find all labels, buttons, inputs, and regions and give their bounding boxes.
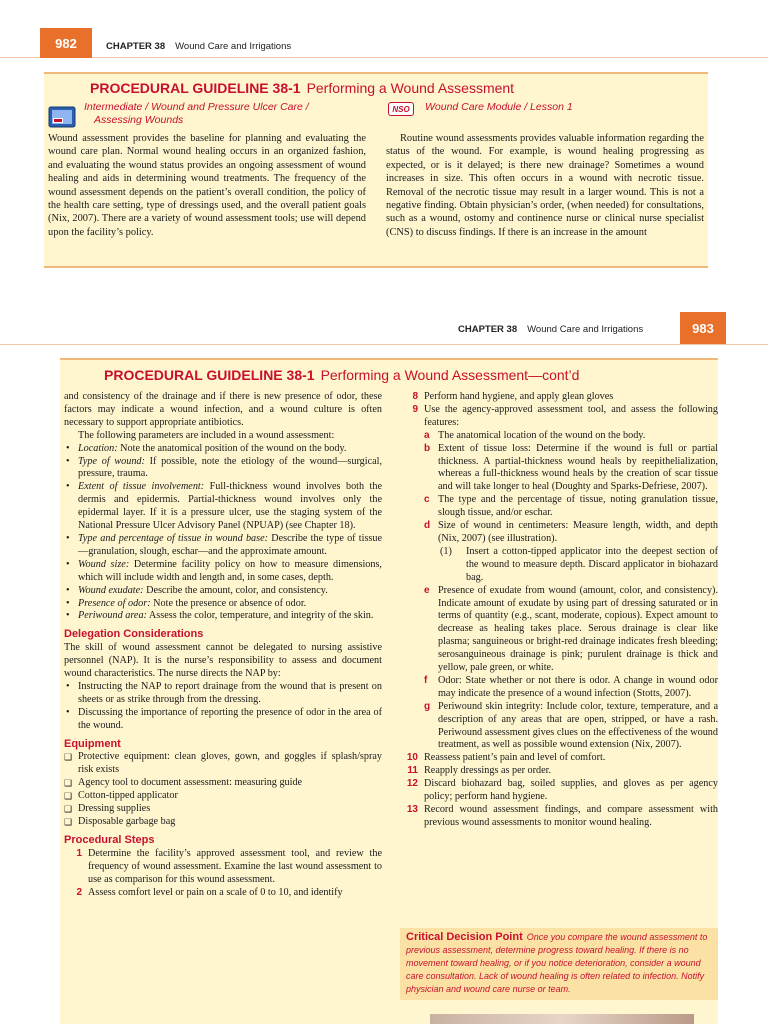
delegation-heading: Delegation Considerations bbox=[64, 628, 204, 641]
cdp-label: Critical Decision Point bbox=[406, 931, 523, 943]
critical-decision-point bbox=[400, 928, 718, 1000]
guideline-title-982 bbox=[90, 80, 514, 96]
param-term: Periwound area: bbox=[78, 610, 147, 622]
content-col-left bbox=[64, 391, 382, 899]
params-list bbox=[64, 443, 382, 624]
feature-letter: g bbox=[424, 700, 431, 712]
param-text: Determine facility policy on how to measure dimensions, which will include width and length and, in some cases, depth. bbox=[78, 558, 382, 583]
param-term: Wound size: bbox=[78, 558, 130, 570]
feature-text: The type and the percentage of tissue, noting granulation tissue, slough tissue, and/or eschar. bbox=[438, 494, 718, 519]
param-text: Assess the color, temperature, and integrity of the skin. bbox=[146, 610, 374, 622]
param-text: Note the presence or absence of odor. bbox=[150, 597, 307, 609]
steps-list-left bbox=[64, 848, 382, 900]
feature-item bbox=[400, 701, 718, 753]
feature-item bbox=[400, 675, 718, 701]
feature-text: The anatomical location of the wound on the body. bbox=[438, 429, 646, 441]
param-item bbox=[64, 443, 382, 456]
param-item bbox=[64, 610, 382, 623]
delegation-list bbox=[64, 681, 382, 733]
step-9: 9 Use the agency-approved assessment tool, and assess the following features: bbox=[412, 403, 718, 428]
param-item bbox=[64, 533, 382, 559]
header-rule-983 bbox=[0, 344, 768, 345]
step-number: 12 bbox=[406, 778, 418, 790]
param-text: If possible, note the etiology of the wound—surgical, pressure, trauma. bbox=[78, 455, 382, 480]
steps-heading: Procedural Steps bbox=[64, 833, 155, 846]
feature-letter: e bbox=[424, 584, 430, 596]
step-text: Assess comfort level or pain on a scale of 0 to 10, and identify bbox=[88, 886, 343, 898]
chapter-heading-982 bbox=[106, 41, 291, 52]
nso-icon: NSO bbox=[388, 102, 414, 116]
feature-letter: b bbox=[424, 442, 431, 454]
equipment-item: ❑ Protective equipment: clean gloves, gown, and goggles if splash/spray risk exists bbox=[64, 751, 382, 777]
param-item bbox=[64, 559, 382, 585]
param-term: Type and percentage of tissue in wound base: bbox=[78, 532, 269, 544]
step-number: 11 bbox=[407, 765, 418, 777]
params-intro: The following parameters are included in a wound assessment: bbox=[78, 429, 335, 441]
chapter-title: Wound Care and Irrigations bbox=[527, 324, 644, 335]
step-text: Reassess patient’s pain and level of comfort. bbox=[424, 752, 606, 764]
module-link-right[interactable]: Wound Care Module / Lesson 1 bbox=[425, 101, 573, 113]
step-item bbox=[64, 887, 382, 900]
param-text: Describe the type of tissue—granulation, slough, eschar—and the approximate amount. bbox=[78, 532, 382, 557]
feature-item bbox=[400, 520, 718, 546]
intro-col-right: Routine wound assessments provides valuable information regarding the status of the wound. For example, is wound healing progressing as expected, or is it delayed; is there new drainage? Sometimes a wound increases in size. This often occurs in a wound with necrotic tissue. Removal of the necrotic tissue may result in a larger wound. This is not a negative finding. Obtain physician’s order, (when needed) for consultations, such as a wound, ostomy and continence nurse or clinical nurse specialist (CNS) to discuss findings. If there is an increase in the amount bbox=[386, 133, 704, 238]
step-number: 2 bbox=[76, 886, 82, 898]
step-text: Determine the facility’s approved assessment tool, and review the frequency of wound assessment. Examine the last wound assessment to use as comparison for this wound assessment. bbox=[88, 847, 382, 885]
param-item bbox=[64, 481, 382, 533]
param-item bbox=[64, 456, 382, 482]
equipment-item: ❑ Disposable garbage bag bbox=[64, 816, 382, 829]
param-text: Note the anatomical position of the wound on the body. bbox=[117, 442, 347, 454]
feature-letter: f bbox=[424, 674, 428, 686]
equipment-item: ❑ Cotton-tipped applicator bbox=[64, 790, 382, 803]
page-number-983: 983 bbox=[680, 312, 726, 344]
step-text: Reapply dressings as per order. bbox=[424, 765, 552, 777]
page-number-982: 982 bbox=[40, 28, 92, 58]
step-number: 10 bbox=[406, 752, 418, 764]
feature-text: Extent of tissue loss: Determine if the wound is full or partial thickness. A partial-thickness wound heals by reepithelialization, whereas a full-thickness wound heals by the creation of scar tissue and will take longer to heal (Doughty and Sparks-Defriese, 2007). bbox=[438, 442, 718, 493]
guideline-label: PROCEDURAL GUIDELINE 38-1 bbox=[104, 367, 315, 383]
video-icon bbox=[48, 106, 76, 128]
illustration-photo bbox=[430, 1014, 694, 1024]
feature-item bbox=[400, 494, 718, 520]
feature-text: Presence of exudate from wound (amount, color, and consistency). Indicate amount of exudate by using part of dressing saturated or in terms of quantity (e.g., scant, moderate, copious). Expect amount to decrease as healing takes place. Serous drainage is clear like plasma; sanguineous or bright-red drainage indicates fresh bleeding; serosanguineous drainage is pink; purulent drainage is thick and yellow, pale green, or white. bbox=[438, 584, 718, 674]
equipment-heading: Equipment bbox=[64, 737, 121, 750]
content-col-right bbox=[400, 391, 718, 830]
intro-col-left: Wound assessment provides the baseline for planning and evaluating the wound care plan. Normal wound healing occurs in an organized fashion, and evaluating the wound status provides an ongoing assessment of wound healing and aids in determining wound treatments. The frequency of the wound assessment depends on the patient’s overall condition, the policy of the health care setting, type of dressings used, and the overall patient goals (Nix, 2007). There are a variety of wound assessment tools; use will depend upon the facility’s policy. bbox=[48, 133, 366, 238]
steps-list-right bbox=[400, 752, 718, 829]
delegation-text: The skill of wound assessment cannot be delegated to nursing assistive personnel (NAP). It is the nurse’s responsibility to assess and document wound characteristics. The nurse directs the NAP by: bbox=[64, 642, 382, 680]
guideline-label: PROCEDURAL GUIDELINE 38-1 bbox=[90, 80, 301, 96]
param-text: Describe the amount, color, and consistency. bbox=[143, 584, 328, 596]
chapter-label: CHAPTER 38 bbox=[106, 41, 166, 52]
step-item bbox=[400, 804, 718, 830]
param-term: Type of wound: bbox=[78, 455, 145, 467]
guideline-subtitle: Performing a Wound Assessment bbox=[306, 80, 515, 96]
step-number: 13 bbox=[406, 804, 418, 815]
guideline-title-983 bbox=[104, 367, 579, 383]
feature-letter: d bbox=[424, 520, 431, 532]
step-item bbox=[400, 765, 718, 778]
param-item bbox=[64, 585, 382, 598]
chapter-label: CHAPTER 38 bbox=[458, 324, 518, 335]
guideline-subtitle: Performing a Wound Assessment—cont’d bbox=[320, 367, 580, 383]
param-term: Location: bbox=[78, 442, 118, 454]
feature-item bbox=[400, 443, 718, 495]
feature-letter: c bbox=[424, 494, 430, 506]
features-list bbox=[400, 430, 718, 546]
step-item bbox=[400, 778, 718, 804]
param-term: Extent of tissue involvement: bbox=[78, 481, 205, 493]
feature-item bbox=[400, 430, 718, 443]
equipment-item: ❑ Dressing supplies bbox=[64, 803, 382, 816]
param-text: Full-thickness wound involves both the dermis and epidermis. Partial-thickness wound involves only the epidermal layer. If it is a pressure ulcer, use the staging system of the National Pressure Ulcer Advisory Panel (NPUAP) (see Chapter 18). bbox=[78, 481, 383, 532]
step-item bbox=[64, 848, 382, 887]
feature-item bbox=[400, 585, 718, 675]
step-text: Discard biohazard bag, soiled supplies, and gloves as per agency policy; perform hand hygiene. bbox=[424, 778, 718, 803]
step-item bbox=[400, 752, 718, 765]
feature-text: Size of wound in centimeters: Measure length, width, and depth (Nix, 2007) (see illustration). bbox=[438, 520, 718, 544]
equipment-item: ❑ Agency tool to document assessment: measuring guide bbox=[64, 777, 382, 790]
module-link-left[interactable]: Intermediate / Wound and Pressure Ulcer Care / Assessing Wounds bbox=[84, 101, 309, 126]
equipment-list bbox=[64, 751, 382, 828]
param-item bbox=[64, 598, 382, 611]
chapter-heading-983 bbox=[458, 324, 643, 335]
features-list-2 bbox=[400, 585, 718, 753]
delegation-item: • Instructing the NAP to report drainage from the wound that is present on sheets or as strike through from the dressing. bbox=[64, 681, 382, 707]
step-number: 1 bbox=[76, 847, 82, 859]
delegation-item: • Discussing the importance of reporting the presence of odor in the area of the wound. bbox=[64, 707, 382, 733]
feature-text: Odor: State whether or not there is odor. A change in wound odor may indicate the presence of a wound infection (Stotts, 2007). bbox=[438, 674, 718, 699]
step-8: 8 Perform hand hygiene, and apply glean gloves bbox=[412, 391, 614, 402]
param-term: Wound exudate: bbox=[78, 584, 144, 596]
step-text: Record wound assessment findings, and compare assessment with previous wound assessments to monitor wound healing. bbox=[424, 804, 718, 828]
intro-text: and consistency of the drainage and if there is new presence of odor, these factors may indicate a wound infection, and a wound culture is often necessary to support appropriate antibiotics. bbox=[64, 391, 382, 428]
feature-letter: a bbox=[424, 429, 430, 441]
chapter-title: Wound Care and Irrigations bbox=[175, 41, 292, 52]
cdp-text: Once you compare the wound assessment to previous assessment, determine progress toward healing. If there is no movement toward healing, or if you notice deterioration, consider a wound care consultation. Lack of wound healing is often related to infection. Notify physician and wound care nurse or team. bbox=[406, 932, 708, 994]
param-term: Presence of odor: bbox=[78, 597, 151, 609]
feature-text: Periwound skin integrity: Include color, texture, temperature, and a description of any areas that are open, stripped, or have a rash. Periwound assessment gives clues on the effectiveness of the wound treatment, as well as possible wound extension (Nix, 2007). bbox=[438, 700, 718, 751]
sub-step-1: (1) Insert a cotton-tipped applicator into the deepest section of the wound to measure depth. Discard applicator in biohazard bag. bbox=[440, 545, 718, 583]
